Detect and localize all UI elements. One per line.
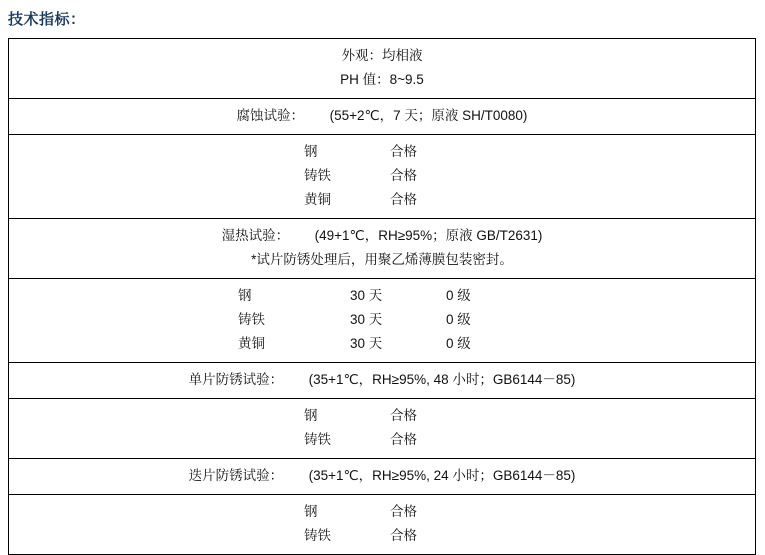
duration-value: 30 天 — [350, 312, 383, 327]
table-cell — [9, 363, 756, 399]
corrosion-test-value: (55+2℃，7 天；原液 SH/T0080) — [329, 108, 528, 123]
corrosion-test-row — [13, 104, 751, 128]
humidity-test-value: (49+1℃，RH≥95%；原液 GB/T2631) — [314, 228, 543, 243]
table-cell — [9, 219, 756, 279]
grade-value: 0 级 — [446, 288, 471, 303]
material-name: 钢 — [304, 504, 318, 519]
result-row — [304, 188, 460, 212]
table-row — [9, 39, 756, 99]
single-plate-test-row — [13, 368, 751, 392]
result-row — [304, 500, 460, 524]
humidity-results-grid — [238, 284, 526, 356]
table-cell — [9, 279, 756, 363]
humidity-test-label: 湿热试验： — [221, 228, 290, 243]
table-cell — [9, 39, 756, 99]
table-row — [9, 459, 756, 495]
material-result: 合格 — [390, 168, 417, 183]
stacked-plate-test-row — [13, 464, 751, 488]
material-name: 钢 — [238, 288, 252, 303]
appearance-line: 外观：均相液 — [341, 48, 423, 63]
table-row — [9, 99, 756, 135]
material-result: 合格 — [390, 192, 417, 207]
duration-value: 30 天 — [350, 336, 383, 351]
result-row — [304, 164, 460, 188]
stacked-plate-results-grid — [304, 500, 460, 548]
single-plate-results-grid — [304, 404, 460, 452]
result-row — [238, 332, 526, 356]
material-name: 黄铜 — [304, 192, 331, 207]
material-name: 黄铜 — [238, 336, 265, 351]
material-name: 钢 — [304, 408, 318, 423]
material-result: 合格 — [390, 504, 417, 519]
single-plate-test-value: (35+1℃，RH≥95%, 48 小时；GB6144－85) — [308, 372, 576, 387]
table-cell — [9, 99, 756, 135]
table-row — [9, 219, 756, 279]
grade-value: 0 级 — [446, 336, 471, 351]
result-row — [304, 428, 460, 452]
humidity-test-row — [13, 224, 751, 248]
result-row — [238, 284, 526, 308]
material-result: 合格 — [390, 432, 417, 447]
result-row — [304, 404, 460, 428]
corrosion-test-label: 腐蚀试验： — [236, 108, 305, 123]
stacked-plate-test-value: (35+1℃，RH≥95%, 24 小时；GB6144－85) — [308, 468, 576, 483]
table-row — [9, 279, 756, 363]
table-row — [9, 399, 756, 459]
corrosion-results-grid — [304, 140, 460, 212]
duration-value: 30 天 — [350, 288, 383, 303]
ph-line: PH 值：8~9.5 — [340, 72, 424, 87]
material-result: 合格 — [390, 408, 417, 423]
table-row — [9, 363, 756, 399]
material-result: 合格 — [390, 144, 417, 159]
grade-value: 0 级 — [446, 312, 471, 327]
table-cell — [9, 399, 756, 459]
humidity-test-note: *试片防锈处理后，用聚乙烯薄膜包装密封。 — [251, 252, 513, 267]
page-title: 技术指标： — [8, 11, 86, 28]
result-row — [304, 140, 460, 164]
material-name: 铸铁 — [304, 528, 331, 543]
table-cell — [9, 135, 756, 219]
result-row — [304, 524, 460, 548]
material-name: 铸铁 — [304, 432, 331, 447]
table-cell — [9, 459, 756, 495]
material-name: 钢 — [304, 144, 318, 159]
single-plate-test-label: 单片防锈试验： — [188, 372, 284, 387]
material-result: 合格 — [390, 528, 417, 543]
material-name: 铸铁 — [238, 312, 265, 327]
table-row — [9, 135, 756, 219]
result-row — [238, 308, 526, 332]
technical-specifications-table — [8, 38, 756, 555]
material-name: 铸铁 — [304, 168, 331, 183]
stacked-plate-test-label: 迭片防锈试验： — [188, 468, 284, 483]
